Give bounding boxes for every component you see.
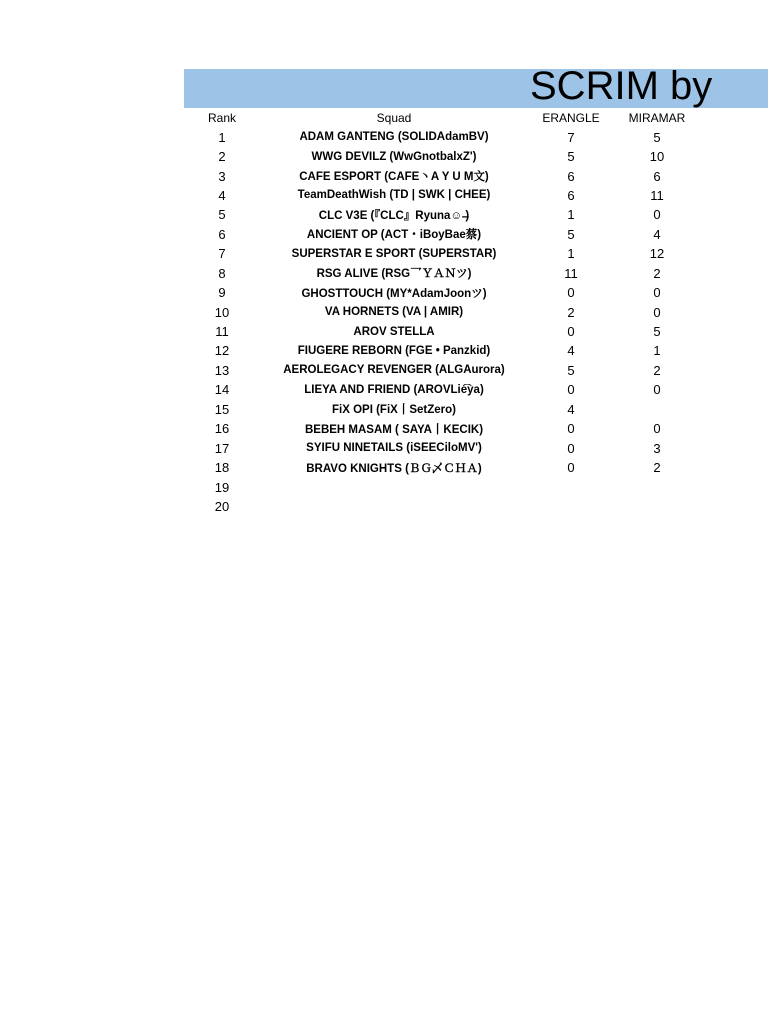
squad-cell: CAFE ESPORT (CAFE丶A Y U M文): [299, 171, 489, 184]
squad-cell: CLC V3E (『CLC』Ryuna☺ ̶): [318, 209, 470, 222]
miramar-cell: 5: [653, 324, 661, 340]
erangle-cell: 0: [567, 440, 575, 456]
table-row: [184, 166, 768, 185]
table-row: [184, 322, 768, 341]
miramar-cell: 2: [653, 265, 661, 281]
table-row: [184, 361, 768, 380]
erangle-cell: 1: [567, 207, 575, 223]
miramar-cell: 12: [649, 246, 665, 262]
header-rank: Rank: [207, 110, 236, 125]
rank-cell: 6: [218, 226, 226, 242]
table-row: [184, 341, 768, 360]
erangle-cell: 0: [567, 382, 575, 398]
squad-cell: WWG DEVILZ (WwGnotbalxZ'): [311, 150, 477, 163]
rank-cell: 16: [214, 421, 230, 437]
rank-cell: 5: [218, 207, 226, 223]
squad-cell: ANCIENT OP (ACT・iBoyBae蔡): [306, 229, 482, 242]
erangle-cell: 7: [567, 129, 575, 145]
miramar-cell: 1: [653, 343, 661, 359]
rank-cell: 18: [214, 460, 230, 476]
squad-cell: SUPERSTAR E SPORT (SUPERSTAR): [291, 247, 497, 260]
miramar-cell: 2: [653, 362, 661, 378]
miramar-cell: 0: [653, 304, 661, 320]
squad-cell: ADAM GANTENG (SOLIDÁdamBV): [299, 131, 489, 144]
rank-cell: 10: [214, 304, 230, 320]
miramar-cell: 5: [653, 129, 661, 145]
table-row: [184, 419, 768, 438]
rank-cell: 13: [214, 362, 230, 378]
squad-cell: GHOSTTOUCH (MY*AdamJoonツ): [301, 287, 487, 300]
rank-cell: 2: [218, 149, 226, 165]
squad-cell: AROV STELLA: [353, 325, 435, 338]
rank-cell: 20: [214, 498, 230, 514]
squad-cell: LIEYA AND FRIEND (AROVLie͡ya): [304, 383, 484, 396]
squad-cell: BEBEH MASAM ( SAYA丨KECIK): [304, 423, 484, 436]
table-header-row: [184, 108, 768, 127]
erangle-cell: 0: [567, 460, 575, 476]
table-row: [184, 244, 768, 263]
squad-cell: FiX OPI (FiX丨SetZero): [332, 404, 456, 417]
table-row: [184, 477, 768, 496]
header-miramar: MIRAMAR: [628, 110, 686, 125]
table-body: [184, 127, 768, 516]
rank-cell: 11: [215, 324, 229, 340]
rank-cell: 3: [218, 168, 226, 184]
scrim-table: [184, 108, 768, 516]
sheet-title: SCRIM by: [530, 69, 713, 108]
miramar-cell: 6: [653, 168, 661, 184]
miramar-cell: 4: [653, 226, 661, 242]
erangle-cell: 11: [564, 265, 578, 281]
squad-cell: FIUGERE REBORN (FGE • Panzkid): [297, 344, 491, 357]
erangle-cell: 6: [567, 168, 575, 184]
table-row: [184, 127, 768, 146]
squad-cell: AEROLEGACY REVENGER (ALGAurora): [283, 364, 505, 377]
erangle-cell: 5: [567, 226, 575, 242]
table-row: [184, 205, 768, 224]
table-row: [184, 438, 768, 457]
rank-cell: 8: [218, 265, 226, 281]
rank-cell: 9: [218, 285, 226, 301]
rank-cell: 1: [218, 129, 226, 145]
table-row: [184, 302, 768, 321]
squad-cell: VA HORNETS (VA | AMIR): [324, 306, 464, 319]
rank-cell: 12: [214, 343, 230, 359]
table-row: [184, 283, 768, 302]
header-squad: Squad: [376, 110, 412, 125]
squad-cell: BRAVO KNIGHTS (ＢＧ乄ＣＨＡ): [306, 462, 482, 475]
miramar-cell: 0: [653, 421, 661, 437]
erangle-cell: 2: [567, 304, 575, 320]
erangle-cell: 5: [567, 362, 575, 378]
erangle-cell: 4: [567, 343, 575, 359]
rank-cell: 17: [214, 440, 230, 456]
miramar-cell: 0: [653, 285, 661, 301]
table-row: [184, 225, 768, 244]
table-row: [184, 497, 768, 516]
miramar-cell: 10: [649, 149, 665, 165]
table-row: [184, 400, 768, 419]
erangle-cell: 1: [567, 246, 575, 262]
miramar-cell: 11: [650, 187, 664, 203]
erangle-cell: 4: [567, 401, 575, 417]
rank-cell: 4: [218, 187, 226, 203]
erangle-cell: 6: [567, 187, 575, 203]
rank-cell: 19: [214, 479, 230, 495]
miramar-cell: 0: [653, 382, 661, 398]
erangle-cell: 0: [567, 285, 575, 301]
rank-cell: 7: [218, 246, 226, 262]
table-row: [184, 264, 768, 283]
erangle-cell: 5: [567, 149, 575, 165]
squad-cell: RSG ALIVE (RSG乛ＹＡＮツ): [316, 268, 472, 281]
header-erangle: ERANGLE: [542, 110, 600, 125]
erangle-cell: 0: [567, 421, 575, 437]
table-row: [184, 458, 768, 477]
miramar-cell: 0: [653, 207, 661, 223]
erangle-cell: 0: [567, 324, 575, 340]
miramar-cell: 2: [653, 460, 661, 476]
rank-cell: 14: [214, 382, 230, 398]
squad-cell: SYIFU NINETAILS (iSEECiloMV'): [306, 442, 482, 455]
table-row: [184, 147, 768, 166]
title-banner: [184, 69, 768, 108]
table-row: [184, 380, 768, 399]
table-row: [184, 186, 768, 205]
miramar-cell: 3: [653, 440, 661, 456]
rank-cell: 15: [214, 401, 230, 417]
squad-cell: TeamDeathWish (TD | SWK | CHEE): [297, 189, 491, 202]
